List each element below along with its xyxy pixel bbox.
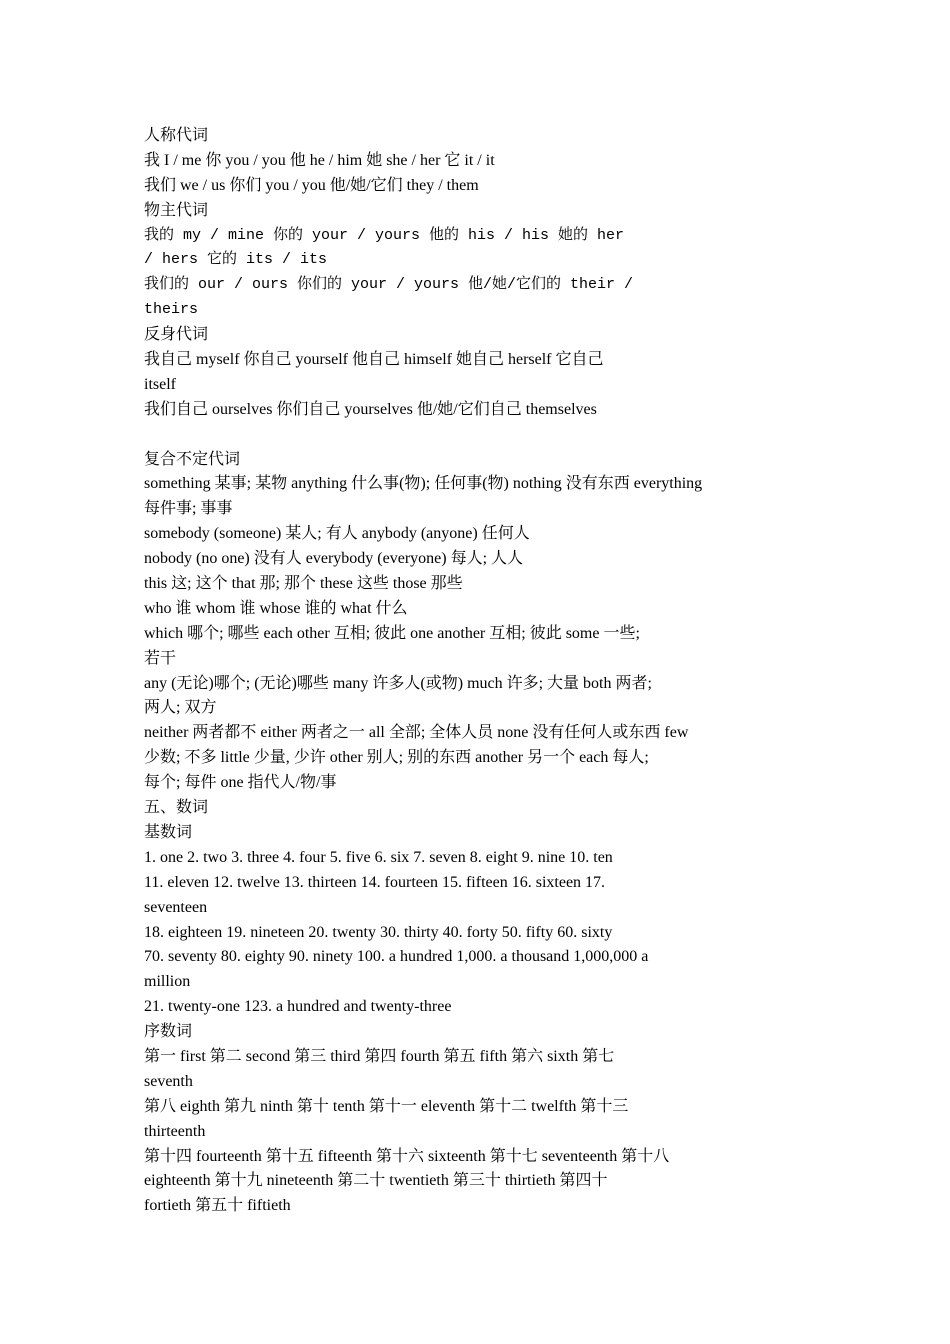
text-line: somebody (someone) 某人; 有人 anybody (anyone) 任何人 <box>144 525 530 543</box>
text-line: 21. twenty-one 123. a hundred and twenty-three <box>144 998 452 1016</box>
section-heading: 复合不定代词 <box>144 450 241 468</box>
text-line: any (无论)哪个; (无论)哪些 many 许多人(或物) much 许多; 大量 both 两者; <box>144 674 652 692</box>
text-line: eighteenth 第十九 nineteenth 第二十 twentieth 第三十 thirtieth 第四十 <box>144 1172 608 1190</box>
text-line: 我们的 our / ours 你们的 your / yours 他/她/它们的 their / <box>144 276 634 294</box>
text-line: something 某事; 某物 anything 什么事(物); 任何事(物) nothing 没有东西 everything <box>144 475 703 493</box>
text-line: 两人; 双方 <box>144 699 217 717</box>
text-line: 我的 my / mine 你的 your / yours 他的 his / his 她的 her <box>144 226 625 244</box>
text-line: 1. one 2. two 3. three 4. four 5. five 6. six 7. seven 8. eight 9. nine 10. ten <box>144 848 613 866</box>
text-line: 我们 we / us 你们 you / you 他/她/它们 they / them <box>144 176 479 194</box>
document-page <box>144 124 808 1219</box>
text-line: 少数; 不多 little 少量, 少许 other 别人; 别的东西 another 另一个 each 每人; <box>144 749 649 767</box>
section-heading: 基数词 <box>144 823 193 841</box>
text-line: seventh <box>144 1072 193 1090</box>
text-line: who 谁 whom 谁 whose 谁的 what 什么 <box>144 599 408 617</box>
section-heading: 五、数词 <box>144 799 209 817</box>
text-line: neither 两者都不 either 两者之一 all 全部; 全体人员 none 没有任何人或东西 few <box>144 724 689 742</box>
text-line: 我自己 myself 你自己 yourself 他自己 himself 她自己 herself 它自己 <box>144 351 604 369</box>
section-heading: 序数词 <box>144 1023 193 1041</box>
section-heading: 物主代词 <box>144 201 209 219</box>
text-line: thirteenth <box>144 1122 206 1140</box>
text-line: theirs <box>144 301 199 319</box>
text-line: 每个; 每件 one 指代人/物/事 <box>144 774 337 792</box>
text-line: itself <box>144 375 176 393</box>
section-heading: 人称代词 <box>144 127 209 144</box>
text-line: 11. eleven 12. twelve 13. thirteen 14. fourteen 15. fifteen 16. sixteen 17. <box>144 873 606 891</box>
text-line: seventeen <box>144 898 208 916</box>
text-line: fortieth 第五十 fiftieth <box>144 1197 291 1215</box>
text-line: 70. seventy 80. eighty 90. ninety 100. a hundred 1,000. a thousand 1,000,000 a <box>144 948 649 966</box>
text-line: 第一 first 第二 second 第三 third 第四 fourth 第五 fifth 第六 sixth 第七 <box>144 1047 615 1065</box>
text-line: million <box>144 973 191 991</box>
text-line: 第十四 fourteenth 第十五 fifteenth 第十六 sixteenth 第十七 seventeenth 第十八 <box>144 1147 670 1165</box>
text-line: 若干 <box>144 649 177 667</box>
blank-line <box>144 423 808 448</box>
text-line: 我 I / me 你 you / you 他 he / him 她 she / her 它 it / it <box>144 151 495 169</box>
text-line: / hers 它的 its / its <box>144 251 328 269</box>
text-line: 我们自己 ourselves 你们自己 yourselves 他/她/它们自己 themselves <box>144 400 597 418</box>
text-line: this 这; 这个 that 那; 那个 these 这些 those 那些 <box>144 575 463 593</box>
text-line: 第八 eighth 第九 ninth 第十 tenth 第十一 eleventh 第十二 twelfth 第十三 <box>144 1097 629 1115</box>
text-line: 每件事; 事事 <box>144 500 233 518</box>
text-line: which 哪个; 哪些 each other 互相; 彼此 one another 互相; 彼此 some 一些; <box>144 624 640 642</box>
document-body <box>144 124 808 1219</box>
text-line: nobody (no one) 没有人 everybody (everyone) 每人; 人人 <box>144 550 524 568</box>
text-line: 18. eighteen 19. nineteen 20. twenty 30. thirty 40. forty 50. fifty 60. sixty <box>144 923 613 941</box>
section-heading: 反身代词 <box>144 326 209 344</box>
